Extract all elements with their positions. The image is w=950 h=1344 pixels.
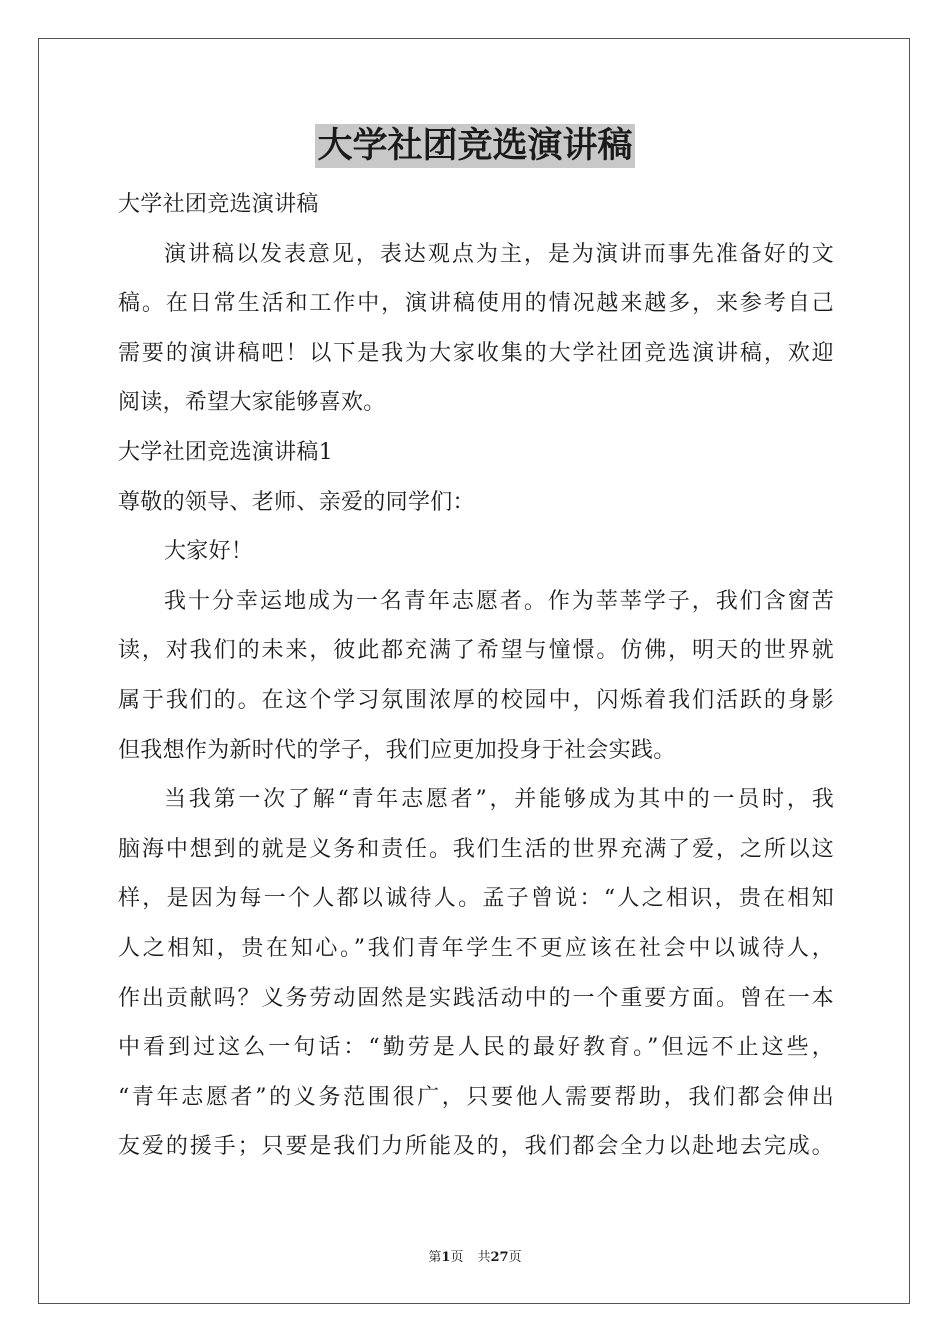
text-line: 阅读，希望大家能够喜欢。 [118,390,386,416]
text-line: 脑海中想到的就是义务和责任。我们生活的世界充满了爱，之所以这 [118,836,834,862]
text-line: 中看到过这么一句话：“勤劳是人民的最好教育。”但远不止这些， [118,1035,834,1061]
text-line: 尊敬的领导、老师、亲爱的同学们： [118,489,475,515]
text-line: 我十分幸运地成为一名青年志愿者。作为莘莘学子，我们含窗苦 [164,588,834,614]
document-body [118,180,834,1172]
text-line: 作出贡献吗？义务劳动固然是实践活动中的一个重要方面。曾在一本 [118,985,834,1011]
text-line: 读，对我们的未来，彼此都充满了希望与憧憬。仿佛，明天的世界就 [118,638,834,664]
text-line: 属于我们的。在这个学习氛围浓厚的校园中，闪烁着我们活跃的身影 [118,687,834,713]
text-line: 大学社团竞选演讲稿1 [118,439,333,465]
text-line: 演讲稿以发表意见，表达观点为主，是为演讲而事先准备好的文 [164,241,834,267]
footer-total-suffix: 页 [508,1250,522,1265]
text-line: 需要的演讲稿吧！以下是我为大家收集的大学社团竞选演讲稿，欢迎 [118,340,834,366]
footer-page-suffix: 页 [450,1250,464,1265]
document-title [0,124,950,168]
page-footer [0,1246,950,1265]
footer-page-number: 1 [441,1250,451,1265]
footer-total-pages: 27 [490,1250,509,1265]
text-line: 友爱的援手；只要是我们力所能及的，我们都会全力以赴地去完成。 [118,1134,834,1160]
text-line: 样，是因为每一个人都以诚待人。孟子曾说：“人之相识，贵在相知 [118,886,834,912]
footer-total-prefix: 共 [477,1250,491,1265]
text-line: 当我第一次了解“青年志愿者”，并能够成为其中的一员时，我 [164,787,834,813]
footer-page-prefix: 第 [428,1250,442,1265]
text-line: 人之相知，贵在知心。”我们青年学生不更应该在社会中以诚待人， [118,935,834,961]
text-line: “青年志愿者”的义务范围很广，只要他人需要帮助，我们都会伸出 [118,1084,834,1110]
document-title-text: 大学社团竞选演讲稿 [317,125,633,166]
text-line: 但我想作为新时代的学子，我们应更加投身于社会实践。 [118,737,676,763]
text-line: 大学社团竞选演讲稿 [118,192,319,217]
text-line: 稿。在日常生活和工作中，演讲稿使用的情况越来越多，来参考自己 [118,291,834,317]
text-line: 大家好！ [164,539,254,565]
